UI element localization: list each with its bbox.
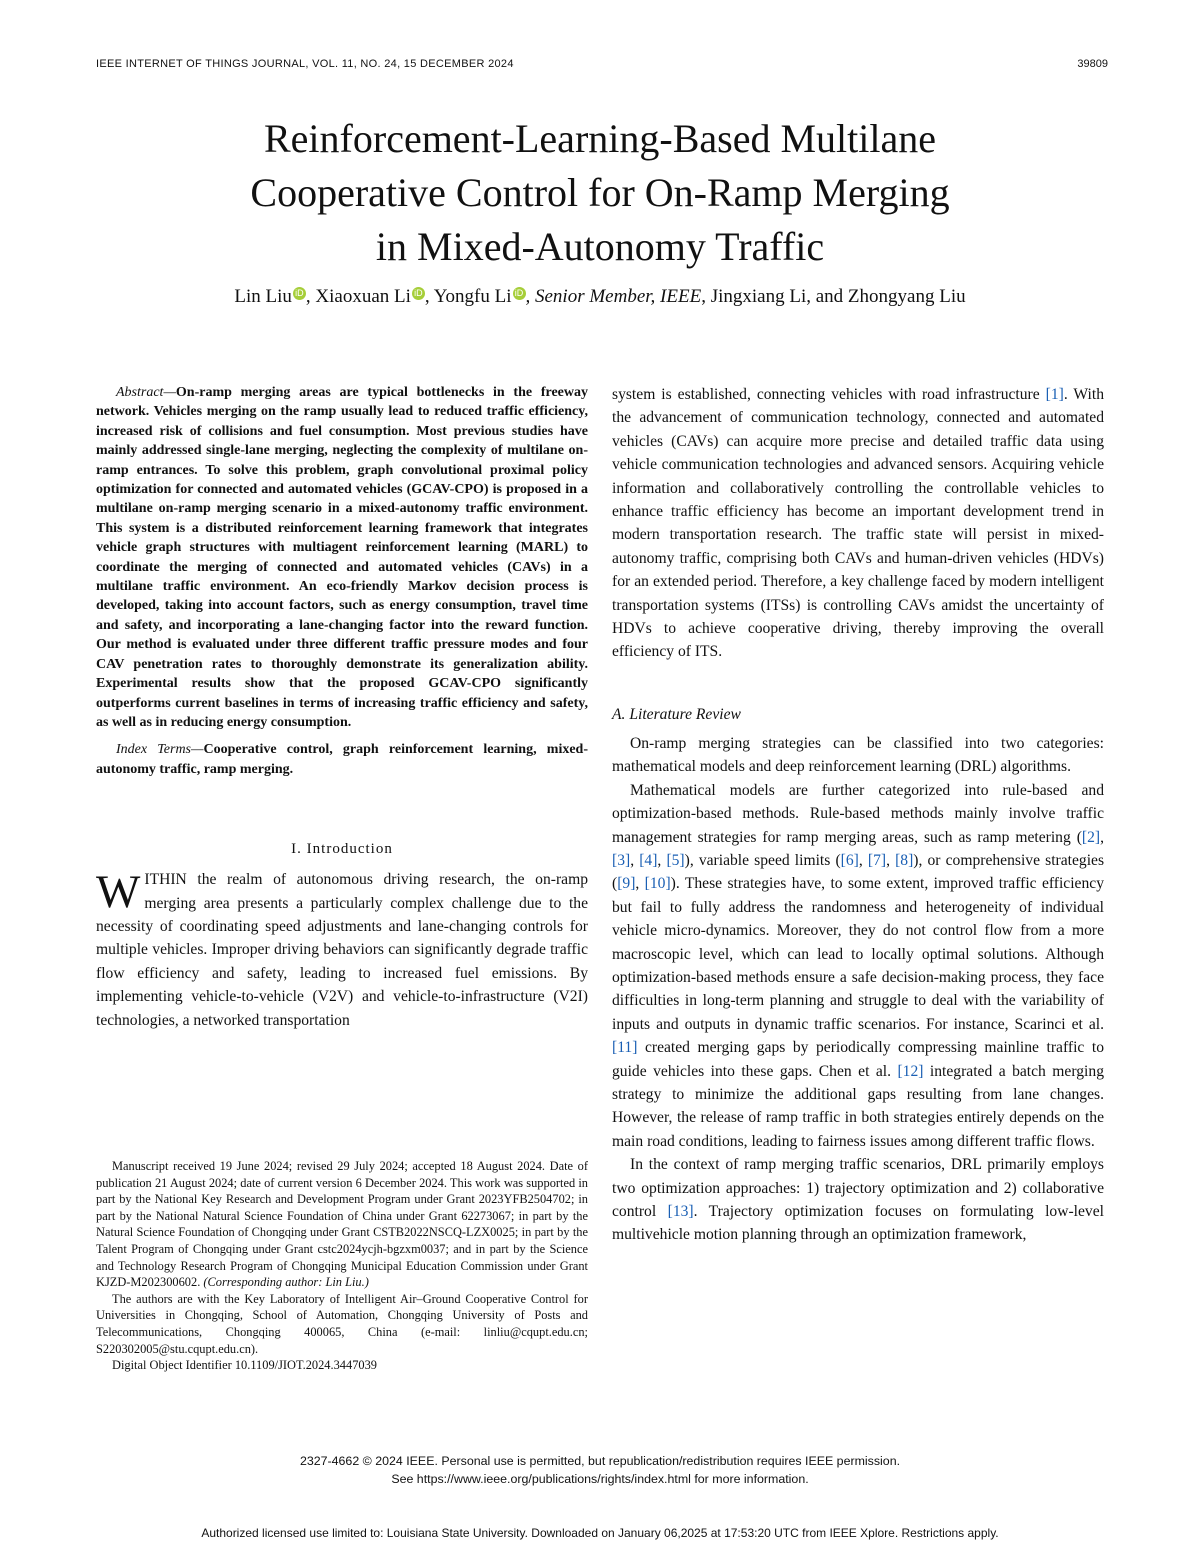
section-heading: I. Introduction [291, 841, 393, 858]
page-number: 39809 [1077, 58, 1108, 70]
citation-link[interactable]: [3] [612, 851, 631, 869]
paragraph: Mathematical models are further categorized into rule-based and optimization-based methods. Rule-based methods mainly involve traffic management strategies for ramp merging areas, such as ramp metering ([2], [3], [4], [5]), variable speed limits ([6], [7], [8]), or comprehensive strategies ([9], [10]). These strategies have, to some extent, improved traffic efficiency but fail to fully address the randomness and heterogeneity of individual vehicle micro-dynamics. Moreover, they do not control flow from a more macroscopic level, which can lead to locally optimal solutions. Although optimization-based methods ensure a safe decision-making process, they face difficulties in long-term planning and struggle to deal with the variability of inputs and outputs in dynamic traffic scenarios. For instance, Scarinci et al. [11] created merging gaps by periodically compressing mainline traffic to guide vehicles into these gaps. Chen et al. [12] integrated a batch merging strategy to minimize the additional gaps resulting from lane changes. However, the release of ramp traffic in both strategies entirely depends on the main road conditions, leading to fairness issues among different traffic flows. [612, 781, 1105, 1150]
abstract-label: Abstract— [116, 385, 176, 400]
title-line-2: Cooperative Control for On-Ramp Merging [250, 170, 950, 215]
text: Mathematical models are further categorized into rule-based and optimization-based methods. Rule-based methods mainly involve traffic management strategies for ramp merging areas, such as ramp metering ( [612, 781, 1104, 846]
citation-link[interactable]: [7] [867, 851, 887, 869]
citation-link[interactable]: [12] [897, 1062, 924, 1080]
right-column [612, 383, 1104, 1247]
left-column [96, 383, 588, 1032]
index-terms [96, 740, 588, 779]
citation-link[interactable]: [1] [1045, 386, 1064, 403]
doi: Digital Object Identifier 10.1109/JIOT.2024.3447039 [112, 1358, 377, 1373]
text: In the context of ramp merging traffic scenarios, DRL primarily employs two optimization approaches: 1) trajectory optimization and 2) collaborative control [612, 1156, 1104, 1220]
author-name: , Xiaoxuan Li [305, 286, 411, 307]
text: . With the advancement of communication technology, connected and automated vehicles (CAVs) can acquire more precise and detailed traffic data using vehicle communication technologies and advanced sensors. Acquiring vehicle information and collaboratively controlling the controllable vehicles to enhance traffic efficiency has become an important development trend in modern transportation research. The traffic state will persist in mixed-autonomy traffic, comprising both CAVs and human-driven vehicles (HDVs) for an extended period. Therefore, a key challenge faced by modern intelligent transportation systems (ITSs) is controlling CAVs amidst the uncertainty of HDVs to achieve cooperative driving, thereby improving the overall efficiency of ITS. [612, 386, 1104, 661]
intro-lead: ITHIN [144, 871, 187, 889]
citation-link[interactable]: [10] [644, 875, 671, 893]
subsection-heading: A. Literature Review [612, 705, 741, 723]
corresponding-author: (Corresponding author: Lin Liu.) [203, 1275, 369, 1290]
citation-link[interactable]: [6] [840, 851, 859, 869]
copyright-line-2[interactable]: See https://www.ieee.org/publications/rights/index.html for more information. [391, 1472, 809, 1486]
paper-title [60, 112, 1140, 274]
intro-paragraph [96, 868, 588, 1032]
text: Manuscript received 19 June 2024; revised 29 July 2024; accepted 18 August 2024. Date of publication 21 August 2024; date of current version 6 December 2024. This work was supported in part by the National Key Research and Development Program under Grant 2023YFB2504702; in part by the National Natural Science Foundation of China under Grant 62273067; in part by the Natural Science Foundation of Chongqing under Grant CSTB2022NSCQ-LZX0025; in part by the Talent Program of Chongqing under Grant cstc2024ycjh-bgzxm0037; and in part by the Science and Technology Research Program of Chongqing Municipal Education Commission under Grant KJZD-M202300602. [96, 1159, 588, 1290]
running-head: IEEE INTERNET OF THINGS JOURNAL, VOL. 11, NO. 24, 15 DECEMBER 2024 [96, 58, 514, 70]
orcid-icon[interactable]: iD [513, 287, 526, 300]
author-role: , Senior Member, IEEE [525, 286, 702, 307]
text: integrated a batch merging strategy to minimize the additional gaps resulting from lane changes. However, the release of ramp traffic in both strategies entirely depends on the main road conditions, leading to fairness issues among different traffic flows. [612, 1062, 1104, 1150]
footnote [96, 1158, 588, 1374]
footnote-affiliation: The authors are with the Key Laboratory of Intelligent Air–Ground Cooperative Control for Universities in Chongqing, School of Automation, Chongqing University of Posts and Telecommunications, Chongqing 400065, China (e-mail: linliu@cqupt.edu.cn; S220302005@stu.cqupt.edu.cn). [96, 1291, 588, 1356]
text: ). These strategies have, to some extent, improved traffic efficiency but fail to fully address the randomness and heterogeneity of individual vehicle micro-dynamics. Moreover, they do not control flow from a more macroscopic level, which can lead to locally optimal solutions. Although optimization-based methods ensure a safe decision-making process, they face difficulties in long-term planning and struggle to deal with the variability of inputs and outputs in dynamic traffic scenarios. For instance, Scarinci et al. [612, 875, 1104, 1033]
title-line-3: in Mixed-Autonomy Traffic [375, 224, 825, 269]
abstract [96, 383, 588, 732]
intro-text: the realm of autonomous driving research, the on-ramp merging area presents a particularly complex challenge due to the necessity of coordinating speed adjustments and lane-changing controls for multiple vehicles. Improper driving behaviors can significantly degrade traffic flow efficiency and safety, leading to increased fuel emissions. By implementing vehicle-to-vehicle (V2V) and vehicle-to-infrastructure (V2I) technologies, a networked transportation [96, 871, 588, 1029]
author-name: , Yongfu Li [424, 286, 512, 307]
author-list [60, 286, 1140, 308]
orcid-icon[interactable]: iD [293, 287, 306, 300]
title-line-1: Reinforcement-Learning-Based Multilane [264, 116, 936, 161]
abstract-text: On-ramp merging areas are typical bottlenecks in the freeway network. Vehicles merging on the ramp usually lead to reduced traffic efficiency, increased risk of collisions and fuel consumption. Most previous studies have mainly addressed single-lane merging, neglecting the complexity of multilane on-ramp entrances. To solve this problem, graph convolutional proximal policy optimization for connected and automated vehicles (GCAV-CPO) is proposed in a multilane on-ramp merging scenario in a mixed-autonomy traffic environment. This system is a distributed reinforcement learning framework that integrates vehicle graph structures with multiagent reinforcement learning (MARL) to coordinate the merging of connected and automated vehicles (CAVs) in a multilane traffic environment. An eco-friendly Markov decision process is developed, taking into account factors, such as energy consumption, travel time and safety, and incorporating a lane-changing factor into the reward function. Our method is evaluated under three different traffic pressure modes and four CAV penetration rates to thoroughly demonstrate its generalization ability. Experimental results show that the proposed GCAV-CPO significantly outperforms current baselines in terms of increasing traffic efficiency and safety, as well as in reducing energy consumption. [96, 385, 588, 730]
footnote-manuscript [96, 1158, 588, 1291]
citation-link[interactable]: [5] [666, 851, 685, 869]
text: system is established, connecting vehicles with road infrastructure [612, 386, 1046, 403]
citation-link[interactable]: [4] [639, 851, 658, 869]
paragraph: On-ramp merging strategies can be classified into two categories: mathematical models and deep reinforcement learning (DRL) algorithms. [612, 734, 1104, 776]
index-terms-text: Cooperative control, graph reinforcement learning, mixed-autonomy traffic, ramp merging. [96, 742, 588, 777]
text: ), variable speed limits ( [684, 851, 841, 869]
text: ), or comprehensive strategies ( [612, 851, 1105, 893]
author-name: , Jingxiang Li, and Zhongyang Liu [701, 286, 966, 307]
citation-link[interactable]: [11] [612, 1039, 638, 1057]
text: created merging gaps by periodically compressing mainline traffic to guide vehicles into these gaps. Chen et al. [612, 1039, 1104, 1080]
author-name: Lin Liu [234, 286, 292, 307]
copyright-line-1: 2327-4662 © 2024 IEEE. Personal use is permitted, but republication/redistribution requires IEEE permission. [299, 1454, 901, 1468]
index-terms-label: Index Terms— [116, 742, 204, 758]
citation-link[interactable]: [9] [617, 875, 636, 893]
orcid-icon[interactable]: iD [412, 287, 425, 300]
text: . Trajectory optimization focuses on formulating low-level multivehicle motion planning through an optimization framework, [612, 1203, 1104, 1244]
citation-link[interactable]: [13] [667, 1203, 694, 1220]
citation-link[interactable]: [2] [1081, 828, 1101, 846]
paragraph [612, 383, 1104, 664]
citation-link[interactable]: [8] [895, 851, 914, 869]
dropcap: W [96, 866, 141, 919]
paragraph [612, 1153, 1104, 1247]
copyright-notice [0, 1452, 1200, 1488]
authorized-use-notice: Authorized licensed use limited to: Louisiana State University. Downloaded on January 06,2025 at 17:53:20 UTC from IEEE Xplore. Restrictions apply. [201, 1526, 999, 1540]
